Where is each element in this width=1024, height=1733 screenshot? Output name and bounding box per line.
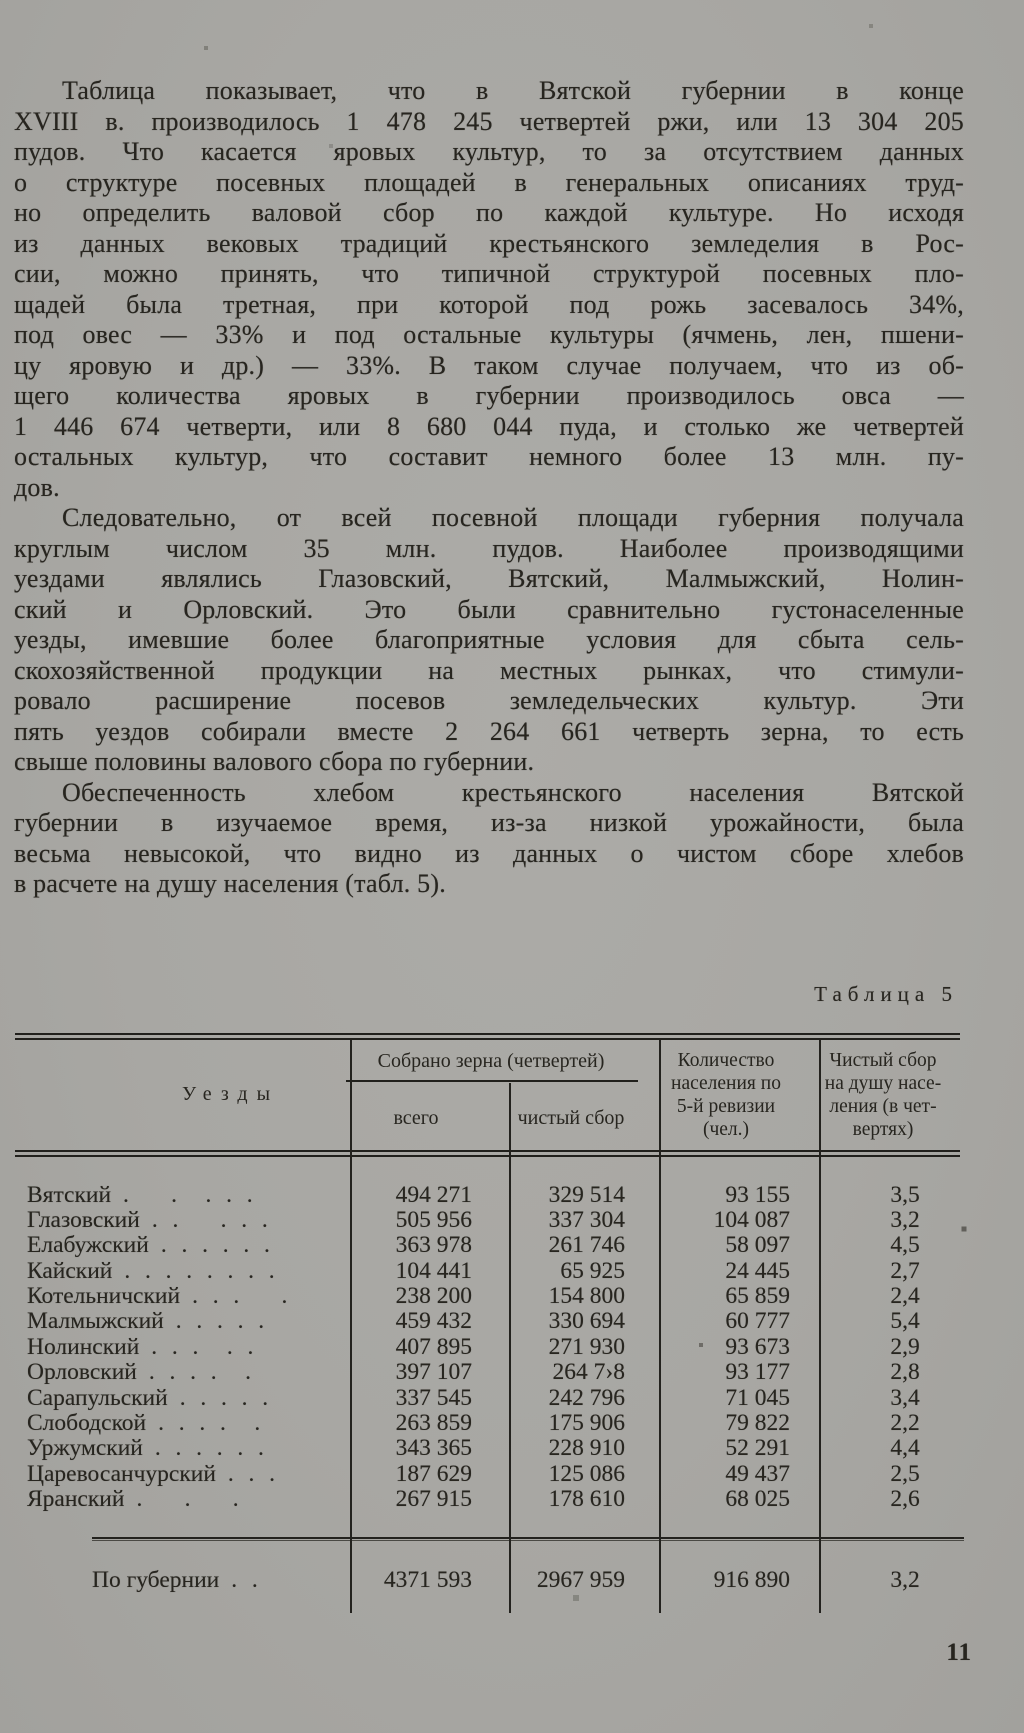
cell-per-capita: 2,5 [890, 1460, 920, 1487]
cell-net: 264 7›8 [552, 1359, 625, 1386]
paragraph-1 [14, 76, 964, 503]
uezd-name: Яранский [27, 1487, 125, 1513]
cell-population: 68 025 [725, 1486, 790, 1513]
table-vertical-rule-3 [659, 1040, 661, 1613]
cell-total: 494 271 [395, 1181, 472, 1208]
uezd-name: Кайский [27, 1258, 113, 1284]
cell-per-capita: 4,5 [890, 1232, 920, 1259]
header-chisty-sbor: чистый сбор [517, 1107, 625, 1129]
cell-per-capita: 5,4 [890, 1308, 920, 1335]
body-text [14, 76, 964, 900]
cell-per-capita: 2,6 [890, 1486, 920, 1513]
cell-population: 60 777 [725, 1308, 790, 1335]
uezd-name: Вятский [27, 1182, 112, 1208]
uezd-name: Сарапульский [27, 1385, 168, 1411]
dot-leader: . . . . . [151, 1334, 255, 1360]
footer-label: По губернии [92, 1567, 220, 1593]
cell-total: 267 915 [395, 1486, 472, 1513]
footer-net: 2967 959 [536, 1567, 625, 1593]
cell-total: 337 545 [395, 1384, 472, 1411]
dot-leader: . . . . . . [160, 1233, 271, 1259]
text-line: дов. [14, 472, 60, 502]
cell-total: 363 978 [395, 1232, 472, 1259]
text-line: 1 446 674 четверти, или 8 680 044 пуда, и столько же четвертей [14, 411, 964, 441]
cell-population: 93 177 [725, 1359, 790, 1386]
text-line: губернии в изучаемое время, из-за низкой урожайности, была [14, 808, 964, 837]
uezd-name: Царевосанчурский [27, 1461, 216, 1487]
header-uezdy: Уезды [181, 1083, 280, 1105]
cell-net: 261 746 [548, 1232, 625, 1259]
cell-per-capita: 2,2 [890, 1410, 920, 1437]
page-number: 11 [946, 1638, 972, 1666]
cell-total: 397 107 [395, 1359, 472, 1386]
dot-leader: . . . . . [151, 1207, 269, 1233]
paragraph-3 [14, 778, 964, 900]
footer-population: 916 890 [713, 1567, 790, 1593]
cell-population: 24 445 [725, 1257, 790, 1284]
uezd-name: Малмыжский [27, 1309, 164, 1335]
cell-total: 459 432 [395, 1308, 472, 1335]
cell-total: 187 629 [395, 1460, 472, 1487]
text-line: цу яровую и др.) — 33%. В таком случае получаем, что из об- [14, 350, 964, 380]
text-line: XVIII в. производилось 1 478 245 четвертей ржи, или 13 304 205 [14, 106, 964, 136]
dot-leader: . . . . . [175, 1309, 266, 1335]
cell-net: 154 800 [548, 1283, 625, 1310]
cell-per-capita: 2,8 [890, 1359, 920, 1386]
dot-leader: . . . . [192, 1284, 289, 1310]
cell-per-capita: 3,4 [890, 1384, 920, 1411]
cell-per-capita: 2,9 [890, 1333, 920, 1360]
table-vertical-rule-4 [819, 1040, 821, 1613]
cell-population: 93 155 [725, 1181, 790, 1208]
uezd-name: Нолинский [27, 1334, 140, 1360]
cell-net: 228 910 [548, 1435, 625, 1462]
cell-per-capita: 3,2 [890, 1206, 920, 1233]
uezd-name: Елабужский [27, 1233, 149, 1259]
dot-leader: . . . . . [158, 1411, 262, 1437]
footer-total: 4371 593 [383, 1567, 472, 1593]
cell-net: 330 694 [548, 1308, 625, 1335]
dot-leader: . . . . . . [154, 1436, 265, 1462]
text-line: уездами являлись Глазовский, Вятский, Малмыжский, Нолин- [14, 564, 964, 593]
cell-total: 263 859 [395, 1410, 472, 1437]
cell-population: 71 045 [725, 1384, 790, 1411]
uezd-name: Уржумский [27, 1436, 143, 1462]
cell-net: 175 906 [548, 1410, 625, 1437]
cell-net: 337 304 [548, 1206, 625, 1233]
cell-total: 505 956 [395, 1206, 472, 1233]
table-top-rule [15, 1033, 960, 1040]
cell-net: 242 796 [548, 1384, 625, 1411]
header-group-sobrano [336, 1040, 646, 1150]
text-line: ровало расширение посевов земледельческих культур. Эти [14, 686, 964, 715]
header-per-capita: Чистый сбор на душу насе- ления (в чет- вертях) [824, 1049, 942, 1140]
cell-per-capita: 4,4 [890, 1435, 920, 1462]
cell-total: 238 200 [395, 1283, 472, 1310]
cell-per-capita: 2,4 [890, 1283, 920, 1310]
paper-specks [0, 0, 2, 2]
dot-leader: . . . . . [148, 1360, 252, 1386]
dot-leader: . . . . . . . . [124, 1258, 276, 1284]
text-line: но определить валовой сбор по каждой культуре. Но исходя [14, 198, 964, 227]
header-vsego: всего [393, 1107, 439, 1129]
cell-net: 65 925 [560, 1257, 625, 1284]
header-group-title: Собрано зерна (четвертей) [377, 1049, 605, 1072]
cell-total: 343 365 [395, 1435, 472, 1462]
text-line: уезды, имевшие более благоприятные условия для сбыта сель- [14, 625, 964, 654]
header-population: Количество населения по 5-й ревизии (чел.) [671, 1049, 781, 1140]
cell-per-capita: 2,7 [890, 1257, 920, 1284]
uezd-name: Глазовский [27, 1207, 140, 1233]
text-line: скохозяйственной продукции на местных рынках, что стимули- [14, 655, 964, 685]
uezd-name: Орловский [27, 1360, 137, 1386]
dot-leader: . . . [136, 1487, 240, 1513]
text-line: ский и Орловский. Это были сравнительно густонаселенные [14, 594, 964, 624]
paragraph-2 [14, 503, 964, 778]
dot-leader: . . [231, 1567, 259, 1593]
text-line: Следовательно, от всей посевной площади губерния получала [62, 503, 964, 532]
cell-net: 125 086 [548, 1460, 625, 1487]
text-line: сии, можно принять, что типичной структурой посевных пло- [14, 259, 964, 288]
text-line: пять уездов собирали вместе 2 264 661 четверть зерна, то есть [14, 716, 964, 746]
dot-leader: . . . . . [179, 1385, 270, 1411]
cell-population: 52 291 [725, 1435, 790, 1462]
text-line: щего количества яровых в губернии производилось овса — [14, 381, 964, 410]
dot-leader: . . . [227, 1461, 277, 1487]
cell-net: 178 610 [548, 1486, 625, 1513]
cell-total: 104 441 [395, 1257, 472, 1284]
text-line: пудов. Что касается яровых культур, то за отсутствием данных [14, 137, 964, 166]
text-line: щадей была третная, при которой под рожь засевалось 34%, [14, 289, 964, 319]
cell-population: 93 673 [725, 1333, 790, 1360]
text-line: Обеспеченность хлебом крестьянского населения Вятской [62, 777, 964, 807]
text-line: под овес — 33% и под остальные культуры (ячмень, лен, пшени- [14, 320, 964, 349]
cell-population: 49 437 [725, 1460, 790, 1487]
cell-per-capita: 3,5 [890, 1181, 920, 1208]
cell-population: 65 859 [725, 1283, 790, 1310]
text-line: Таблица показывает, что в Вятской губернии в конце [62, 76, 964, 105]
footer-per-capita: 3,2 [890, 1567, 920, 1593]
text-line: в расчете на душу населения (табл. 5). [14, 869, 446, 898]
grain-harvest-table [15, 1033, 960, 1621]
table-footer-rule [92, 1537, 964, 1541]
table-vertical-rule-2 [509, 1083, 511, 1613]
cell-population: 79 822 [725, 1410, 790, 1437]
text-line: свыше половины валового сбора по губернии. [14, 747, 535, 776]
cell-net: 271 930 [548, 1333, 625, 1360]
cell-net: 329 514 [548, 1181, 625, 1208]
dot-leader: . . . . . [123, 1182, 254, 1208]
cell-population: 104 087 [713, 1206, 790, 1233]
text-line: круглым числом 35 млн. пудов. Наиболее производящими [14, 533, 964, 563]
uezd-name: Слободской [27, 1411, 147, 1437]
cell-population: 58 097 [725, 1232, 790, 1259]
text-line: весьма невысокой, что видно из данных о чистом сборе хлебов [14, 838, 964, 868]
text-line: остальных культур, что составит немного более 13 млн. пу- [14, 442, 964, 471]
text-line: из данных вековых традиций крестьянского земледелия в Рос- [14, 228, 964, 258]
table-vertical-rule-1 [350, 1040, 352, 1613]
text-line: о структуре посевных площадей в генеральных описаниях труд- [14, 167, 964, 197]
cell-total: 407 895 [395, 1333, 472, 1360]
uezd-name: Котельничский [27, 1284, 181, 1310]
table-caption: Таблица 5 [814, 981, 958, 1006]
